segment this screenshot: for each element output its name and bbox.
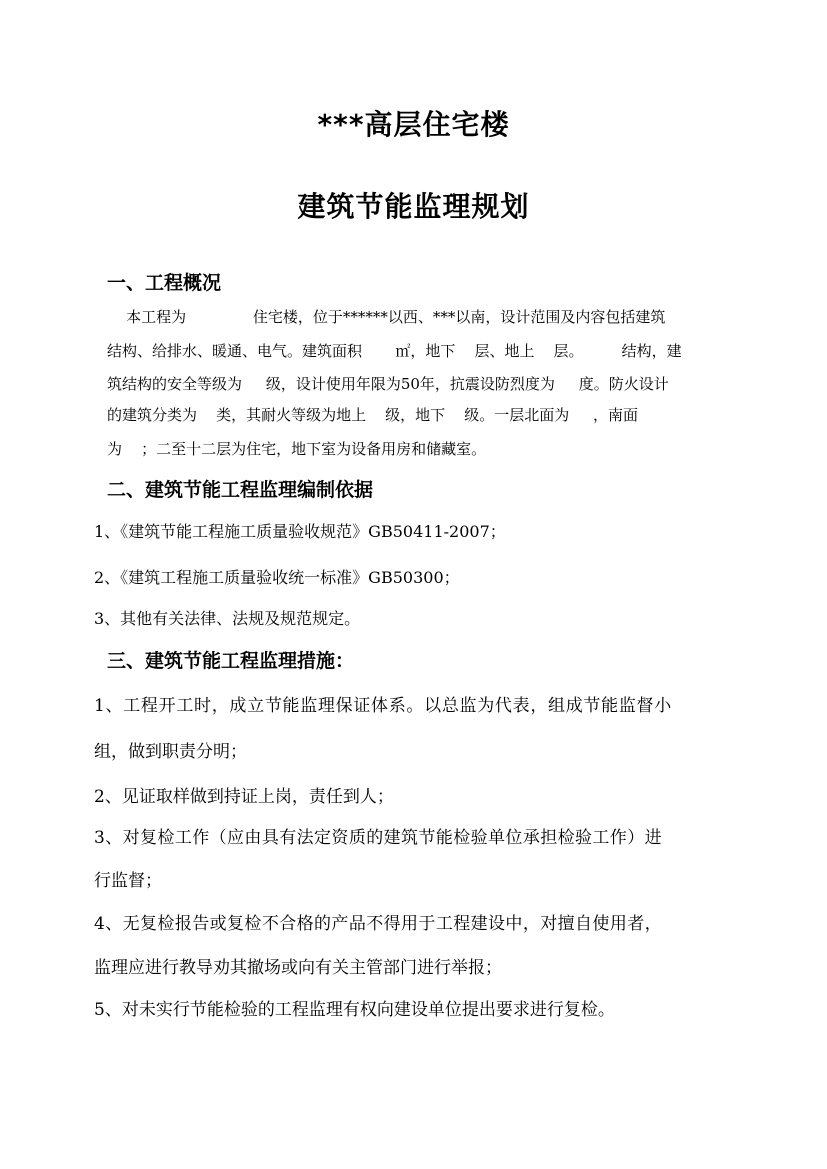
measure-line: 监理应进行教导劝其撤场或向有关主管部门进行举报； xyxy=(94,958,502,978)
section-heading-measures: 三、建筑节能工程监理措施： xyxy=(107,650,355,672)
basis-list-item: 3、其他有关法律、法规及规范规定。 xyxy=(94,609,361,628)
measure-line: 5、对未实行节能检验的工程监理有权向建设单位提出要求进行复检。 xyxy=(94,1000,615,1020)
paragraph-line: 结构、给排水、暖通、电气。建筑面积 ㎡，地下 层、地上 层。 结构，建 xyxy=(107,342,682,360)
measure-line: 组，做到职责分明； xyxy=(94,742,247,762)
basis-list-item: 2、《建筑工程施工质量验收统一标准》GB50300； xyxy=(94,568,460,587)
measure-line: 4、无复检报告或复检不合格的产品不得用于工程建设中，对擅自使用者， xyxy=(94,914,663,934)
document-title: ***高层住宅楼 xyxy=(317,108,510,141)
basis-list-item: 1、《建筑节能工程施工质量验收规范》GB50411-2007； xyxy=(94,522,506,541)
paragraph-line: 筑结构的安全等级为 级，设计使用年限为50年，抗震设防烈度为 度。防火设计 xyxy=(107,375,669,393)
document-subtitle: 建筑节能监理规划 xyxy=(297,190,530,223)
measure-line: 行监督； xyxy=(94,871,162,891)
paragraph-line: 本工程为 住宅楼，位于******以西、***以南，设计范围及内容包括建筑 xyxy=(107,308,666,326)
paragraph-line: 的建筑分类为 类，其耐火等级为地上 级，地下 级。一层北面为 ，南面 xyxy=(107,406,639,424)
section-heading-overview: 一、工程概况 xyxy=(107,272,222,294)
measure-line: 3、对复检工作（应由具有法定资质的建筑节能检验单位承担检验工作）进 xyxy=(94,828,663,848)
paragraph-line: 为 ；二至十二层为住宅，地下室为设备用房和储藏室。 xyxy=(107,440,487,458)
measure-line: 2、见证取样做到持证上岗，责任到人； xyxy=(94,787,394,807)
section-heading-basis: 二、建筑节能工程监理编制依据 xyxy=(107,479,374,501)
measure-line: 1、工程开工时，成立节能监理保证体系。以总监为代表，组成节能监督小 xyxy=(94,696,672,716)
